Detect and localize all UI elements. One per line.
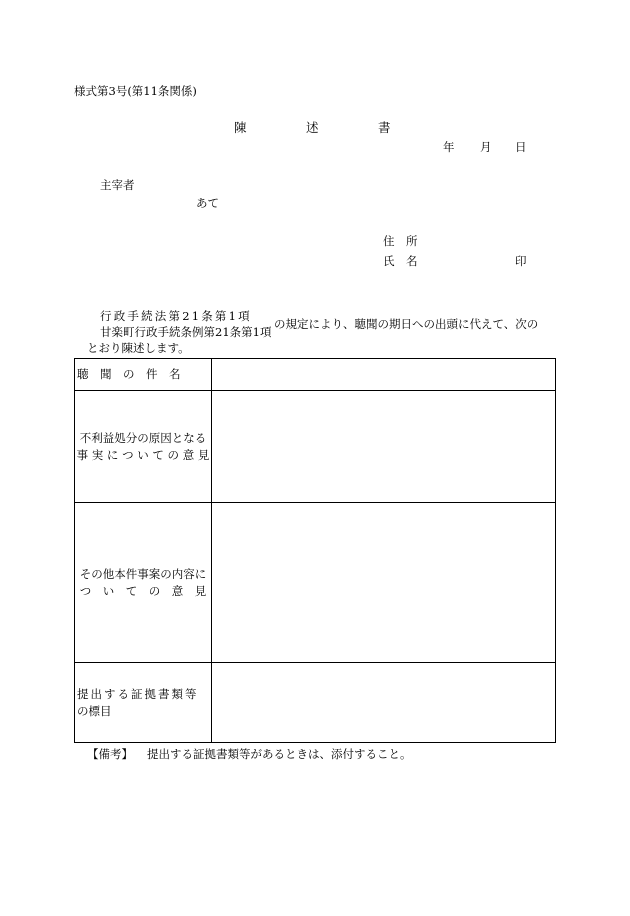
statement-line-3: とおり陳述します。 — [87, 341, 190, 355]
row-label-hearing-subject — [75, 359, 212, 391]
note-label: 【備考】 — [87, 747, 133, 761]
statement-table — [74, 358, 556, 743]
label-line: 提出する証拠書類等 — [77, 686, 199, 701]
table-row — [75, 359, 556, 391]
row-value-adverse-facts[interactable] — [212, 391, 556, 503]
row-label-adverse-facts — [75, 391, 212, 503]
row-label-other-opinion — [75, 503, 212, 663]
row-label-evidence-list — [75, 663, 212, 743]
table-row — [75, 503, 556, 663]
label-line: その他本件事案の内容に — [79, 566, 207, 581]
addressee-role: 主宰者 — [100, 178, 135, 192]
label-line: つ い て の 意 見 — [79, 583, 207, 598]
seal-mark: 印 — [515, 254, 527, 268]
date-month: 月 — [480, 140, 492, 154]
title-char-3: 書 — [378, 120, 391, 135]
addressee-suffix: あて — [196, 196, 219, 210]
title-char-2: 述 — [306, 120, 319, 135]
statement-law-1: 行政手続法第21条第1項 — [100, 309, 252, 323]
note-text: 提出する証拠書類等があるときは、添付すること。 — [147, 747, 412, 761]
date-day: 日 — [515, 140, 527, 154]
date-year: 年 — [443, 140, 455, 154]
table-row — [75, 663, 556, 743]
sender-address-label: 住 所 — [383, 234, 418, 248]
sender-name-label: 氏 名 — [383, 254, 418, 268]
label-line: 聴 聞 の 件 名 — [77, 367, 181, 382]
row-value-hearing-subject[interactable] — [212, 359, 556, 391]
label-line: の標目 — [77, 703, 112, 718]
row-value-evidence-list[interactable] — [212, 663, 556, 743]
form-number: 様式第3号(第11条関係) — [74, 84, 197, 98]
statement-law-2: 甘楽町行政手続条例第21条第1項 — [100, 325, 272, 339]
title-char-1: 陳 — [234, 120, 247, 135]
label-line: 不利益処分の原因となる — [79, 430, 207, 445]
table-row — [75, 391, 556, 503]
statement-continuation: の規定により、聴聞の期日への出頭に代えて、次の — [274, 317, 539, 331]
row-value-other-opinion[interactable] — [212, 503, 556, 663]
label-line: 事 実 に つ い て の 意 見 — [76, 447, 210, 462]
